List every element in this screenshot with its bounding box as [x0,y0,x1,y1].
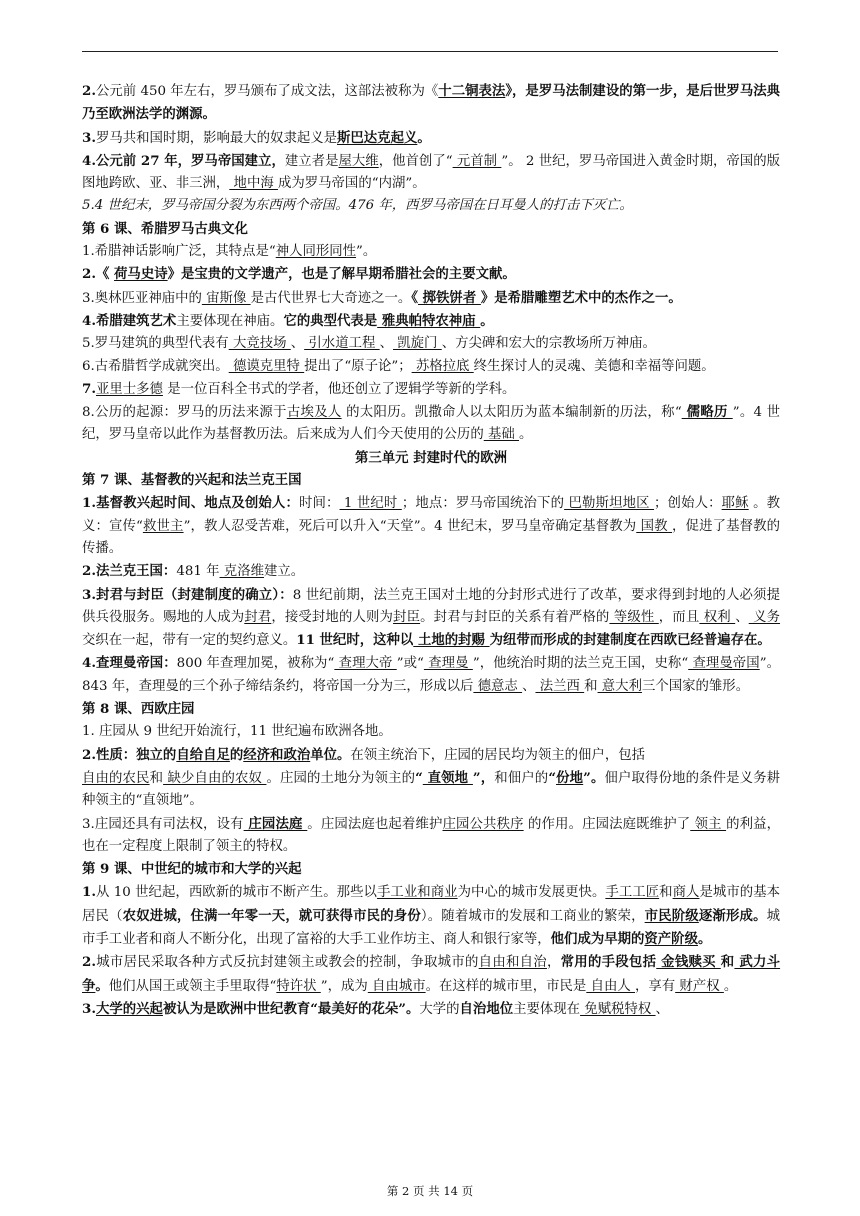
fill-answer: 屋大维 [338,153,379,169]
text-line [82,998,780,1021]
text-segment: 主要体现在 [513,1001,581,1017]
text-segment: 8 世纪前期，法兰克王国对土地的分封形式进行了改革，要求得到封地的人必须提供兵役服务。赐地的人成为 [82,587,780,625]
fill-answer: 1 世纪时 [339,496,402,512]
fill-answer: 自由人 [586,978,635,994]
text-segment: 、 [655,1001,669,1017]
text-segment: 4.希腊建筑艺术 [82,312,177,329]
text-line [82,195,780,217]
fill-answer: 自由的农民 [82,770,150,786]
text-line [82,378,780,401]
text-line [82,356,780,378]
fill-answer: 亚里士多德 [95,381,163,397]
text-segment: ”，成为 [320,978,368,994]
text-segment: 和 [584,678,598,694]
fill-answer: 土地的封赐 [413,632,490,649]
fill-answer: 大学的兴起 [95,1000,163,1017]
text-segment: ”，教人忍受苦难，死后可以升入“天堂”。4 世纪末，罗马皇帝确定基督教为 [183,518,637,534]
text-segment: 自治地位 [459,1000,514,1017]
text-line [82,127,780,150]
fill-answer: 金钱赎买 [656,954,721,971]
text-segment: 3.封君与封臣（封建制度的确立）： [82,586,293,603]
text-segment: 1.希腊神话影响广泛，其特点是“ [82,244,276,260]
unit-heading [82,447,780,469]
text-segment: 》，是罗马法制建设的第一步，是后世罗马法典乃至欧洲法学的渊源。 [82,83,781,123]
text-segment: 从 10 世纪起，西欧新的城市不断产生。那些以 [95,885,377,901]
text-segment: 城市居民采取各种方式反抗封建领主或教会的控制，争取城市的 [95,955,479,971]
fill-answer: 庄园法庭 [243,815,308,832]
text-segment: 第 6 课、希腊罗马古典文化 [82,220,248,237]
fill-answer: 大竞技场 [228,336,291,352]
text-segment: “ [415,769,423,786]
text-segment: 8.公历的起源：罗马的历法来源于 [82,405,287,421]
fill-answer: 权利 [699,609,736,625]
text-segment: 建立者是 [284,153,339,169]
fill-answer: 十二铜表法 [438,83,506,99]
text-segment: 800 年查理加冕，被称为“ [176,656,335,672]
page-footer: 第 2 页 共 14 页 [386,1184,474,1198]
fill-answer: 手工工匠 [605,885,660,901]
fill-answer: 义务 [748,609,781,625]
fill-answer: 元首制 [452,153,502,169]
text-segment: 的 [229,746,244,763]
text-segment: 、 [522,678,536,694]
fill-answer: 查理大帝 [334,656,397,672]
page-content [82,80,780,1021]
text-segment: 3.奥林匹亚神庙中的 [82,290,202,306]
text-segment: 、 [290,336,305,352]
fill-answer: 古埃及人 [286,405,342,421]
text-segment: 3.庄园还具有司法权，设有 [82,816,244,832]
fill-answer: 掷铁饼者 [417,289,481,306]
text-segment: ， [546,955,561,971]
text-line [82,469,780,492]
text-line [82,744,780,813]
text-segment: 在领主统治下，庄园的居民均为领主的佃户，包括 [350,747,645,763]
text-segment: 和 [720,954,735,971]
text-segment: ，而且 [658,609,700,625]
text-segment: 5.4 世纪末，罗马帝国分裂为东西两个帝国。476 年，西罗马帝国在日耳曼人的打击下灭亡。 [82,198,633,214]
fill-answer: 自由和自治 [478,955,547,971]
text-segment: “ [548,769,557,786]
text-segment: 》是宝贵的文学遗产，也是了解早期希腊社会的主要文献。 [167,266,516,283]
fill-answer: 荷马史诗 [114,266,168,283]
fill-answer: 份地 [556,769,584,786]
text-line [82,584,780,653]
text-line [82,310,780,333]
text-line [82,652,780,698]
text-segment: 主要体现在神庙。 [176,313,284,329]
text-segment: 、方尖碑和宏大的宗教场所万神庙。 [441,336,656,352]
fill-answer: 领主 [690,816,727,832]
text-segment: 罗马共和国时期，影响最大的奴隶起义是 [95,130,338,146]
fill-answer: 自由城市 [367,978,426,994]
text-segment: 第 7 课、基督教的兴起和法兰克王国 [82,472,302,489]
fill-answer: 苏格拉底 [411,358,474,374]
fill-answer: 凯旋门 [393,336,442,352]
fill-answer: 国教 [636,518,673,534]
text-segment: ，促进了基督教的传播。 [82,518,781,556]
fill-answer: 封君 [244,609,272,625]
text-segment: 三个国家的雏形。 [641,678,750,694]
text-segment: 。 [95,977,109,994]
text-segment: 的太阳历。凯撒命人以太阳历为蓝本编制新的历法，称“ [341,405,682,421]
text-segment: 。教义：宣传“ [82,496,781,534]
fill-answer: 等级性 [609,609,659,625]
text-segment: ”，他统治时期的法兰克王国，史称“ [472,656,689,672]
text-segment: 6.古希腊哲学成就突出。 [82,358,229,374]
text-segment: 。 [519,427,533,443]
text-line [82,287,780,310]
fill-answer: 引水道工程 [304,336,380,352]
text-segment: 城市手工业者和商人不断分化，出现了富裕的大手工业作坊主、商人和银行家等， [82,908,781,947]
text-segment: 为中心的城市发展更快。 [457,885,606,901]
text-segment: 农奴进城，住满一年零一天，就可获得市民的身份 [122,907,421,924]
fill-answer: 克洛维 [219,564,264,580]
header-rule [82,51,778,52]
text-segment: 第三单元 封建时代的欧洲 [355,449,507,466]
fill-answer: 经济和政治 [243,746,311,763]
text-line [82,721,780,743]
fill-answer: 资产阶级 [644,930,698,947]
text-segment: 2. [82,954,96,971]
fill-answer: 财产权 [675,978,724,994]
text-line [82,218,780,241]
fill-answer: 缺少自由的农奴 [163,770,267,786]
text-segment: 的作用。庄园法庭既维护了 [523,816,691,832]
text-segment: ）。随着城市的发展和工商业的繁荣， [420,908,645,924]
text-segment: 。 [723,978,738,994]
text-segment: 佃户取得份地的条件是义务耕种领主的“直领地”。 [82,770,781,809]
fill-answer: 斯巴达克起义 [337,129,418,146]
text-segment: 、 [735,609,749,625]
text-segment: 逐渐形成。 [698,907,767,924]
fill-answer: 特许状 [276,978,321,994]
fill-answer: 法兰西 [535,678,585,694]
text-segment: 1. 庄园从 9 世纪开始流行，11 世纪遍布欧洲各地。 [82,724,392,740]
text-segment: ”。 [583,769,605,786]
text-segment: 。 [697,930,712,947]
fill-answer: 耶稣 [721,496,749,512]
fill-answer: 庄园公共秩序 [442,816,524,832]
text-segment: 终生探讨人的灵魂、美德和幸福等问题。 [473,358,715,374]
text-segment: ；地点：罗马帝国统治下的 [401,496,565,512]
fill-answer: 封臣 [393,609,421,625]
text-segment: 是一位百科全书式的学者，他还创立了逻辑学等新的学科。 [162,381,516,397]
fill-answer: 基础 [483,427,520,443]
text-segment: ”。4 世纪，罗马皇帝以此作为基督教历法。后来成为人们今天使用的公历的 [82,405,781,443]
fill-answer: 德意志 [473,678,523,694]
text-segment: 481 年 [176,564,220,580]
text-segment: ”。843 年，查理曼的三个孙子缔结条约，将帝国一分为三，形成以后 [82,656,780,694]
text-segment: 。 [417,129,431,146]
text-line [82,858,780,881]
fill-answer: 武力斗争 [82,954,781,994]
text-segment: 》是希腊雕塑艺术中的杰作之一。 [480,289,682,306]
text-segment: 。在这样的城市里，市民是 [425,978,587,994]
fill-answer: 神人同形同性 [275,244,357,260]
text-segment: ”， [472,769,495,786]
text-segment: 11 世纪时，这种以 [296,632,414,649]
text-line [82,241,780,263]
text-segment: 是城市的基本居民（ [82,885,781,924]
fill-answer: 宙斯像 [201,290,251,306]
text-line [82,813,780,859]
text-segment: 大学的 [419,1001,460,1017]
text-segment: 交织在一起，带有一定的契约意义。 [82,633,297,649]
text-segment: 《 [411,289,418,306]
text-line [82,698,780,721]
text-segment: 常用的手段包括 [560,954,657,971]
text-segment: ”或“ [396,656,424,672]
text-segment: 3. [82,1000,96,1017]
text-segment: ，他首创了“ [378,153,453,169]
text-segment: ”。 2 世纪，罗马帝国进入黄金时期，帝国的版图地跨欧、亚、非三洲， [82,153,780,192]
text-line [82,150,780,196]
text-segment: 7. [82,380,96,397]
fill-answer: 自给自足 [176,746,230,763]
text-line [82,951,780,998]
text-segment: ”。 [356,244,377,260]
text-segment: 单位。 [310,746,351,763]
fill-answer: 巴勒斯坦地区 [564,496,655,512]
text-line [82,881,780,951]
fill-answer: 儒略历 [681,404,733,421]
text-segment: 1. [82,884,96,901]
text-segment: ，接受封地的人则为 [271,609,394,625]
text-segment: 它的典型代表是 [283,312,378,329]
fill-answer: 救世主 [142,518,184,534]
text-line [82,401,780,447]
text-segment: ；创始人： [654,496,722,512]
text-segment: 。封君与封臣的关系有着严格的 [420,609,610,625]
text-segment: 他们从国王或领主手里取得“ [108,978,277,994]
fill-answer: 意大利 [597,678,642,694]
text-segment: 被认为是欧洲中世纪教育“最美好的花朵”。 [162,1000,420,1017]
text-segment: 2. [82,83,96,99]
text-segment: 建立。 [263,564,305,580]
text-segment: 5.罗马建筑的典型代表有 [82,336,229,352]
text-segment: 他们成为早期的 [550,930,645,947]
fill-answer: 商人 [672,885,700,901]
text-segment: 成为罗马帝国的“内湖”。 [277,176,426,192]
text-segment: 公元前 450 年左右，罗马颁布了成文法，这部法被称为《 [95,84,439,99]
text-line [82,492,780,560]
text-segment: ，享有 [635,978,676,994]
text-segment: 、 [379,336,394,352]
fill-answer: 查理曼帝国 [688,656,760,672]
text-line [82,263,780,286]
fill-answer: 地中海 [229,176,278,192]
text-segment: 。 [480,312,494,329]
text-segment: 时间： [298,496,340,512]
text-line [82,560,780,583]
text-segment: 。庄园法庭也起着维护 [307,816,443,832]
text-segment: 是古代世界七大奇迹之一。 [250,290,412,306]
text-segment: 4.公元前 27 年，罗马帝国建立， [82,152,285,169]
text-segment: 2.《 [82,266,115,283]
fill-answer: 手工业和商业 [376,885,458,901]
text-line [82,80,780,127]
text-segment: 和 [659,885,673,901]
text-segment: 提出了“原子论”； [304,358,412,374]
fill-answer: 雅典帕特农神庙 [377,312,481,329]
fill-answer: 免赋税特权 [580,1001,656,1017]
text-segment: 2.性质：独立的 [82,746,177,763]
fill-answer: 市民阶级 [644,907,699,924]
fill-answer: 德谟克里特 [228,358,305,374]
text-segment: 和佃户的 [494,770,549,786]
text-segment: 3. [82,129,96,146]
fill-answer: 直领地 [422,769,473,786]
text-segment: 4.查理曼帝国： [82,655,177,672]
text-segment: 和 [149,770,164,786]
text-segment: 1.基督教兴起时间、地点及创始人： [82,495,299,512]
text-segment: 。庄园的土地分为领主的 [266,770,416,786]
text-segment: 为纽带而形成的封建制度在西欧已经普遍存在。 [489,632,771,649]
fill-answer: 查理曼 [423,656,473,672]
text-line [82,333,780,355]
text-segment: 第 9 课、中世纪的城市和大学的兴起 [82,861,302,878]
text-segment: 第 8 课、西欧庄园 [82,701,195,718]
text-segment: 2.法兰克王国： [82,563,177,580]
text-segment: 的利益，也在一定程度上限制了领主的特权。 [82,816,781,854]
